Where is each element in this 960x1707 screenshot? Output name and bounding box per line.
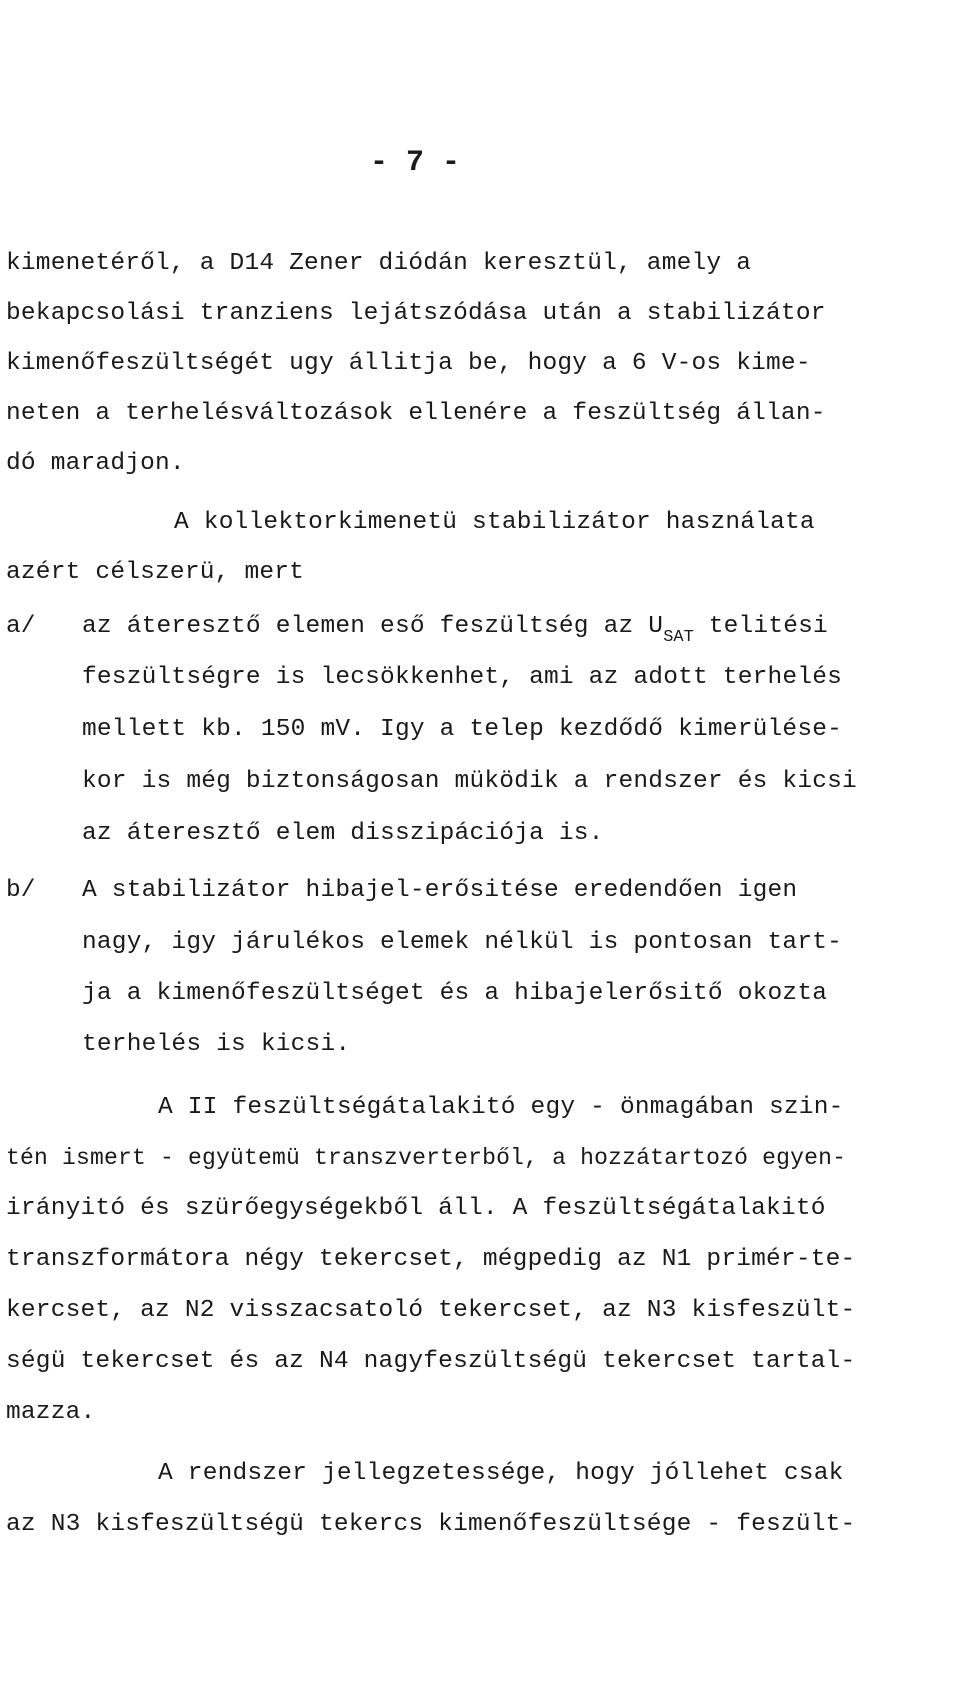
text-line: tén ismert - együtemü transzverterből, a hozzátartozó egyen-: [6, 1145, 847, 1171]
text-line: nagy, igy járulékos elemek nélkül is pontosan tart-: [82, 929, 843, 956]
text-line: mellett kb. 150 mV. Igy a telep kezdődő kimerülése-: [82, 716, 843, 743]
text-line: A stabilizátor hibajel-erősitése eredendően igen: [82, 877, 798, 904]
text-line: A rendszer jellegzetessége, hogy jóllehet csak: [158, 1460, 844, 1487]
text-line: kimenőfeszültségét ugy állitja be, hogy a 6 V-os kime-: [6, 350, 811, 377]
text-line: dó maradjon.: [6, 450, 185, 477]
list-label: a/: [6, 613, 36, 640]
text-line: az N3 kisfeszültségü tekercs kimenőfeszültsége - feszült-: [6, 1511, 856, 1538]
subscript: SAT: [663, 628, 694, 647]
text-line: kor is még biztonságosan müködik a rendszer és kicsi: [82, 768, 857, 795]
text-line: neten a terhelésváltozások ellenére a feszültség állan-: [6, 400, 826, 427]
text-line: mazza.: [6, 1399, 96, 1426]
text-segment: telitési: [693, 613, 828, 640]
text-line: transzformátora négy tekercset, mégpedig az N1 primér-te-: [6, 1246, 856, 1273]
text-line: bekapcsolási tranziens lejátszódása után a stabilizátor: [6, 300, 826, 327]
text-line: A II feszültségátalakitó egy - önmagában szin-: [158, 1094, 844, 1121]
text-line: A kollektorkimenetü stabilizátor használata: [174, 509, 815, 536]
text-segment: az áteresztő elemen eső feszültség az U: [82, 613, 664, 640]
text-line: irányitó és szürőegységekből áll. A feszültségátalakitó: [6, 1195, 826, 1222]
text-line: terhelés is kicsi.: [82, 1031, 351, 1058]
text-line: [82, 612, 828, 647]
list-label: b/: [6, 877, 36, 904]
page-number: - 7 -: [369, 146, 460, 180]
text-line: az áteresztő elem disszipációja is.: [82, 820, 604, 847]
text-line: ja a kimenőfeszültséget és a hibajelerősitő okozta: [82, 980, 828, 1007]
text-line: ségü tekercset és az N4 nagyfeszültségü tekercset tartal-: [6, 1348, 856, 1375]
text-line: feszültségre is lecsökkenhet, ami az adott terhelés: [82, 664, 843, 691]
text-line: kercset, az N2 visszacsatoló tekercset, az N3 kisfeszült-: [6, 1297, 856, 1324]
text-line: azért célszerü, mert: [6, 559, 305, 586]
text-line: kimenetéről, a D14 Zener diódán keresztül, amely a: [6, 250, 752, 277]
